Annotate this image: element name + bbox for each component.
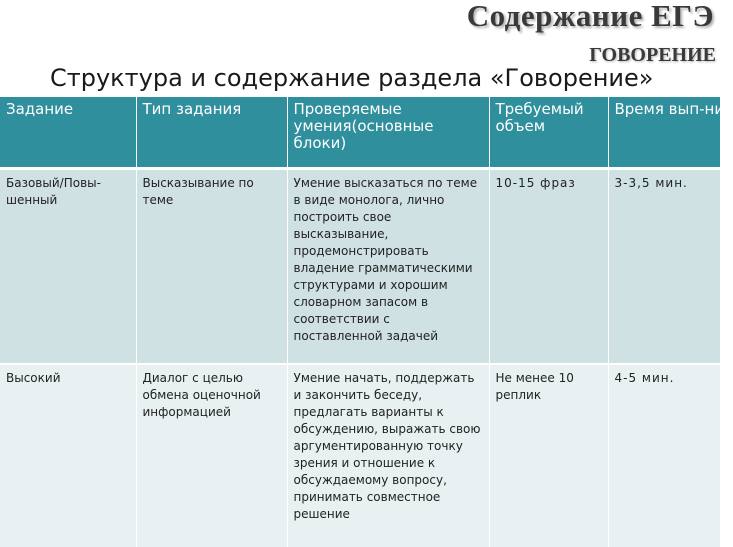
table-row xyxy=(0,169,720,365)
cell-volume: Не менее 10 реплик xyxy=(489,364,608,547)
cell-level: Базовый/Повы-шенный xyxy=(0,169,136,365)
header-task: Задание xyxy=(0,97,136,169)
cell-time: 3-3,5 мин. xyxy=(608,169,720,365)
speaking-structure-table xyxy=(0,97,733,547)
section-heading: Структура и содержание раздела «Говорение» xyxy=(50,64,654,92)
header-skills: Проверяемые умения(основные блоки) xyxy=(287,97,489,169)
header-task-type: Тип задания xyxy=(136,97,287,169)
cell-task-type: Диалог с целью обмена оценочной информацией xyxy=(136,364,287,547)
cell-skills: Умение высказаться по теме в виде монолога, лично построить свое высказывание, продемонстрировать владение грамматическими структурами и хорошим словарном запасом в соответствии с поставленной задачей xyxy=(287,169,489,365)
header-time: Время вып-ния xyxy=(608,97,720,169)
slide-title: Содержание ЕГЭ xyxy=(466,0,714,33)
cell-task-type: Высказывание по теме xyxy=(136,169,287,365)
cell-level: Высокий xyxy=(0,364,136,547)
header-volume: Требуемый объем xyxy=(489,97,608,169)
slide-subtitle: ГОВОРЕНИЕ xyxy=(589,44,716,66)
cell-volume: 10-15 фраз xyxy=(489,169,608,365)
table-row xyxy=(0,364,720,547)
table-header-row xyxy=(0,97,720,169)
cell-time: 4-5 мин. xyxy=(608,364,720,547)
cell-skills: Умение начать, поддержать и закончить беседу, предлагать варианты к обсуждению, выражать свою аргументированную точку зрения и отношение к обсуждаемому вопросу, принимать совместное решение xyxy=(287,364,489,547)
